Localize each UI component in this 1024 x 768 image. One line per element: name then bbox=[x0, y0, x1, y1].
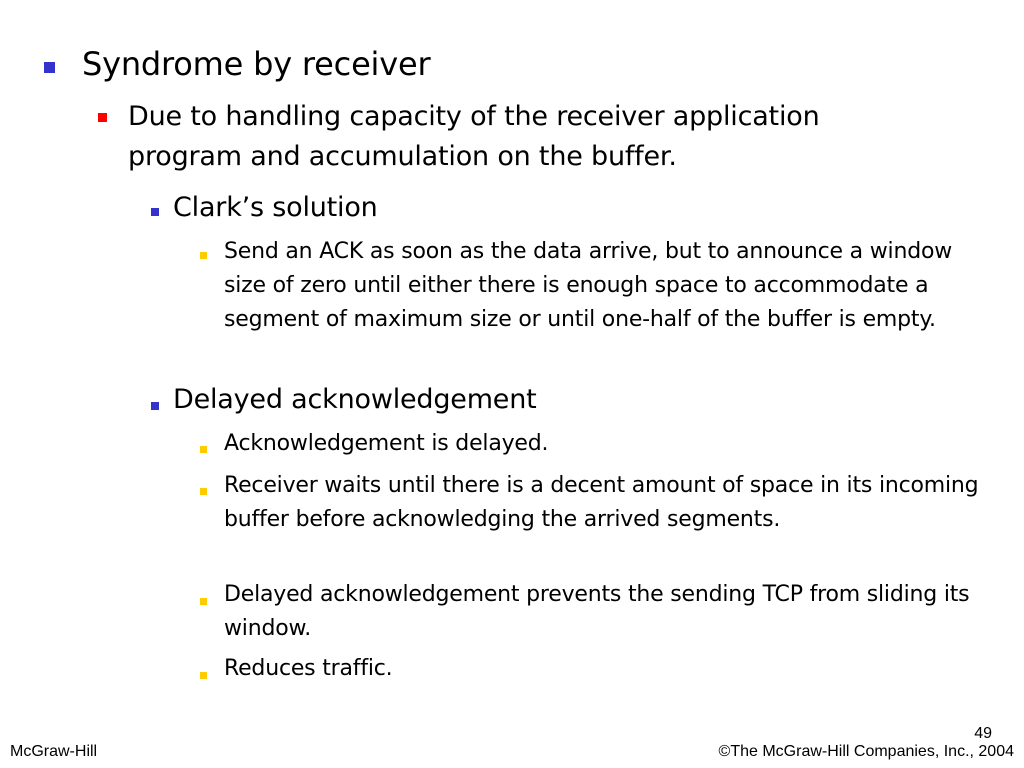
bullet-item-9: Reduces traffic. bbox=[224, 656, 393, 681]
bullet-item-5: Delayed acknowledgement bbox=[173, 384, 537, 415]
bullet-level-4-icon bbox=[200, 446, 207, 453]
bullet-level-2-icon bbox=[98, 113, 107, 122]
bullet-item-6: Acknowledgement is delayed. bbox=[224, 431, 549, 456]
bullet-item-2: Due to handling capacity of the receiver application program and accumulation on the buffer. bbox=[128, 101, 820, 172]
bullet-level-4-icon bbox=[200, 488, 207, 495]
bullet-item-8: Delayed acknowledgement prevents the sending TCP from sliding its window. bbox=[224, 582, 970, 641]
bullet-level-4-icon bbox=[200, 252, 207, 259]
bullet-level-4-icon bbox=[200, 672, 207, 679]
bullet-level-3-icon bbox=[151, 208, 159, 216]
bullet-item-3: Clark’s solution bbox=[173, 192, 378, 223]
bullet-level-4-icon bbox=[200, 598, 207, 605]
bullet-item-1: Syndrome by receiver bbox=[82, 45, 431, 83]
bullet-item-4: Send an ACK as soon as the data arrive, but to announce a window size of zero until either there is enough space to accommodate a segment of maximum size or until one-half of the buffer is empty. bbox=[224, 239, 953, 332]
bullet-item-7: Receiver waits until there is a decent amount of space in its incoming buffer before acknowledging the arrived segments. bbox=[224, 473, 979, 532]
footer-page-number: 49 bbox=[974, 725, 992, 742]
footer-copyright: ©The McGraw-Hill Companies, Inc., 2004 bbox=[718, 743, 1014, 760]
footer-publisher: McGraw-Hill bbox=[10, 743, 98, 760]
bullet-level-1-icon bbox=[44, 62, 55, 73]
bullet-level-3-icon bbox=[151, 402, 159, 410]
